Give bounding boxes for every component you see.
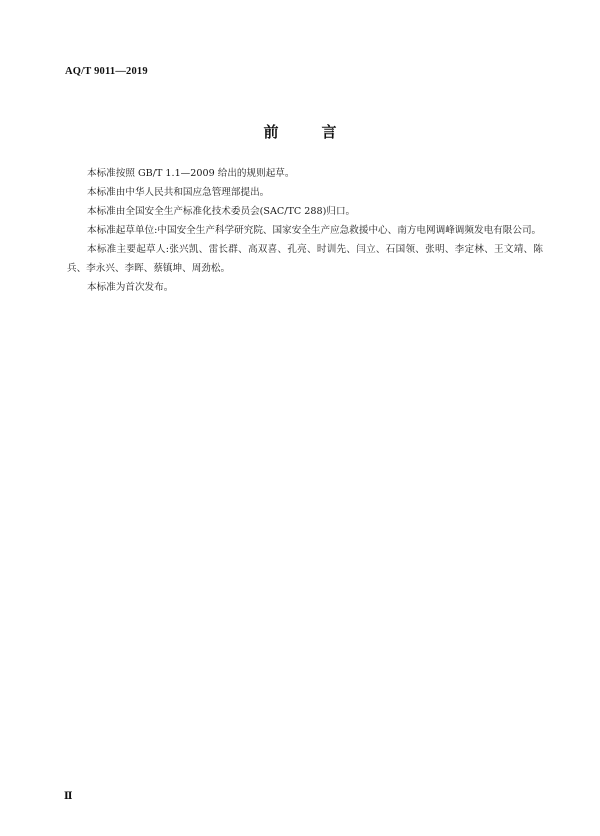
paragraph-first-release: 本标准为首次发布。	[87, 282, 174, 293]
standard-code: AQ/T 9011—2019	[65, 66, 148, 77]
page-number: Ⅱ	[64, 791, 73, 802]
paragraph-proposer: 本标准由中华人民共和国应急管理部提出。	[87, 187, 270, 198]
paragraph-drafters: 本标准主要起草人:张兴凯、雷长群、高双喜、孔亮、时训先、闫立、石国领、张明、李定林、王文靖、陈兵、李永兴、李晖、蔡镇坤、周劲松。	[67, 244, 543, 274]
paragraph-drafting-rules: 本标准按照 GB/T 1.1—2009 给出的规则起草。	[87, 168, 295, 179]
paragraph-administrator: 本标准由全国安全生产标准化技术委员会(SAC/TC 288)归口。	[87, 206, 356, 217]
paragraph-drafting-units: 本标准起草单位:中国安全生产科学研究院、国家安全生产应急救援中心、南方电网调峰调频发电有限公司。	[87, 225, 542, 236]
page-title: 前 言	[263, 123, 351, 141]
foreword-body	[67, 164, 543, 297]
